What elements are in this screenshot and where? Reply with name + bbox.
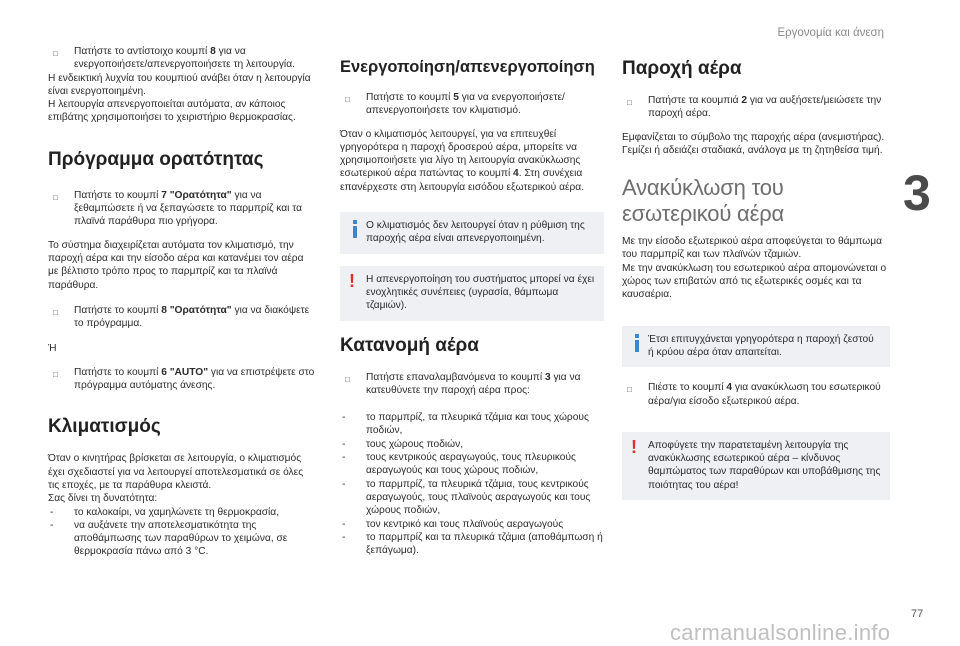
checkbox-bullet-icon: □ (627, 98, 632, 107)
paragraph: Όταν ο κλιματισμός λειτουργεί, για να επιτευχθεί γρηγορότερα η παροχή δροσερού αέρα, μπορείτε να χρησιμοποιήσετε για λίγο τη λειτουργία ανακύκλωσης εσωτερικού αέρα πατώντας το κουμπί 4. Στη συνέχεια επανέρχεστε στη λειτουργία εισόδου εξωτερικού αέρα. (340, 128, 585, 193)
warning-note: ! Αποφύγετε την παρατεταμένη λειτουργία της ανακύκλωσης εσωτερικού αέρα – κίνδυνος θαμπώματος των παραθύρων και υποβάθμισης της ποιότητας του αέρα! (622, 432, 890, 500)
section-heading-recirculation: Ανακύκλωση του εσωτερικού αέρα (622, 175, 785, 227)
chapter-number: 3 (903, 165, 931, 221)
warning-icon: ! (631, 436, 637, 457)
paragraph: Το σύστημα διαχειρίζεται αυτόματα τον κλιματισμό, την παροχή αέρα και την είσοδο αέρα και κατανέμει τον αέρα με βέλτιστο τρόπο προς το παρμπρίζ και τα πλαϊνά παράθυρα. (48, 239, 304, 291)
dash-item: - να αυξάνετε την αποτελεσματικότητα της αποθάμπωσης των παραθύρων το χειμώνα, σε θερμοκρασία πάνω από 3 °C. (50, 519, 288, 558)
paragraph: Σας δίνει τη δυνατότητα: (48, 493, 158, 505)
bullet-step: □ Πατήστε επαναλαμβανόμενα το κουμπί 3 για να κατευθύνετε την παροχή αέρα προς: (345, 371, 581, 396)
watermark: carmanualsonline.info (670, 620, 891, 645)
checkbox-bullet-icon: □ (53, 49, 58, 58)
dash-item: - το παρμπρίζ, τα πλευρικά τζάμια, τους κεντρικούς αεραγωγούς, τους πλαϊνούς αεραγωγούς και τους χώρους ποδιών, (342, 478, 591, 517)
section-heading-air-flow: Παροχή αέρα (622, 58, 742, 79)
bullet-step: □ Πατήστε το κουμπί 6 "AUTO" για να επιστρέψετε στο πρόγραμμα αυτόματης άνεσης. (53, 366, 315, 392)
checkbox-bullet-icon: □ (345, 374, 350, 384)
paragraph: Με την είσοδο εξωτερικού αέρα αποφεύγεται το θάμπωμα του παρμπρίζ και των πλαϊνών τζαμιών. (622, 236, 882, 261)
bullet-step: □ Πατήστε το αντίστοιχο κουμπί 8 για να ενεργοποιήσετε/απενεργοποιήσετε τη λειτουργία. (53, 46, 295, 71)
bullet-step: □ Πατήστε τα κουμπιά 2 για να αυξήσετε/μειώσετε την παροχή αέρα. (627, 95, 882, 120)
bullet-step: □ Πατήστε το κουμπί 8 "Ορατότητα" για να διακόψετε το πρόγραμμα. (53, 304, 310, 330)
checkbox-bullet-icon: □ (627, 385, 632, 395)
checkbox-bullet-icon: □ (53, 369, 58, 379)
section-heading-on-off: Ενεργοποίηση/απενεργοποίηση (340, 58, 595, 76)
section-heading-visibility: Πρόγραμμα ορατότητας (48, 148, 264, 170)
column-left (48, 45, 316, 559)
checkbox-bullet-icon: □ (53, 307, 58, 317)
warning-icon: ! (349, 270, 355, 291)
paragraph: Η λειτουργία απενεργοποιείται αυτόματα, αν κάποιος επιβάτης χρησιμοποιήσει το χειριστήριο θερμοκρασίας. (48, 99, 296, 124)
paragraph: Εμφανίζεται το σύμβολο της παροχής αέρα (ανεμιστήρας). Γεμίζει ή αδειάζει σταδιακά, ανάλογα με τη ζητηθείσα τιμή. (622, 131, 885, 156)
warning-note: ! Η απενεργοποίηση του συστήματος μπορεί να έχει ενοχλητικές συνέπειες (υγρασία, θάμπωμα τζαμιών). (340, 266, 604, 321)
dash-item: - τους χώρους ποδιών, (342, 438, 464, 450)
info-note: Ο κλιματισμός δεν λειτουργεί όταν η ρύθμιση της παροχής αέρα είναι απενεργοποιημένη. (340, 212, 604, 254)
info-note: Έτσι επιτυγχάνεται γρηγορότερα η παροχή ζεστού ή κρύου αέρα όταν απαιτείται. (622, 326, 890, 368)
or-text: Ή (48, 343, 57, 355)
dash-item: - το παρμπρίζ, τα πλευρικά τζάμια και τους χώρους ποδιών, (342, 412, 589, 437)
info-icon (349, 220, 361, 240)
dash-item: - τον κεντρικό και τους πλαϊνούς αεραγωγούς (342, 518, 564, 530)
running-header: Εργονομία και άνεση (777, 27, 884, 39)
dash-item: - το παρμπρίζ και τα πλευρικά τζάμια (αποθάμπωση ή ξεπάγωμα). (342, 531, 603, 557)
checkbox-bullet-icon: □ (345, 95, 350, 104)
bullet-step: □ Πιέστε το κουμπί 4 για ανακύκλωση του εσωτερικού αέρα/για είσοδο εξωτερικού αέρα. (627, 382, 881, 407)
bullet-step: □ Πατήστε το κουμπί 7 "Ορατότητα" για να ξεθαμπώσετε ή να ξεπαγώσετε το παρμπρίζ και τα πλαϊνά παράθυρα πιο γρήγορα. (53, 189, 302, 228)
bullet-step: □ Πατήστε το κουμπί 5 για να ενεργοποιήσετε/απενεργοποιήσετε τον κλιματισμό. (345, 92, 565, 117)
paragraph: Με την ανακύκλωση του εσωτερικού αέρα απομονώνεται ο χώρος των επιβατών από τις εξωτερικές οσμές και τα καυσαέρια. (622, 262, 887, 301)
dash-item: - τους κεντρικούς αεραγωγούς, τους πλευρικούς αεραγωγούς και τους χώρους ποδιών, (342, 452, 576, 477)
dash-item: - το καλοκαίρι, να χαμηλώνετε τη θερμοκρασία, (50, 506, 280, 518)
section-heading-distribution: Κατανομή αέρα (340, 334, 479, 356)
column-middle (340, 58, 604, 557)
info-icon (631, 334, 643, 354)
section-heading-ac: Κλιματισμός (48, 416, 161, 438)
paragraph: Όταν ο κινητήρας βρίσκεται σε λειτουργία, ο κλιματισμός έχει σχεδιαστεί για να λειτουργεί αποτελεσματικά σε όλες τις εποχές, με τα παράθυρα κλειστά. (48, 453, 304, 491)
page-number: 77 (911, 608, 924, 620)
paragraph: Η ενδεικτική λυχνία του κουμπιού ανάβει όταν η λειτουργία είναι ενεργοποιημένη. (48, 72, 311, 97)
column-right (622, 58, 890, 500)
checkbox-bullet-icon: □ (53, 192, 58, 202)
